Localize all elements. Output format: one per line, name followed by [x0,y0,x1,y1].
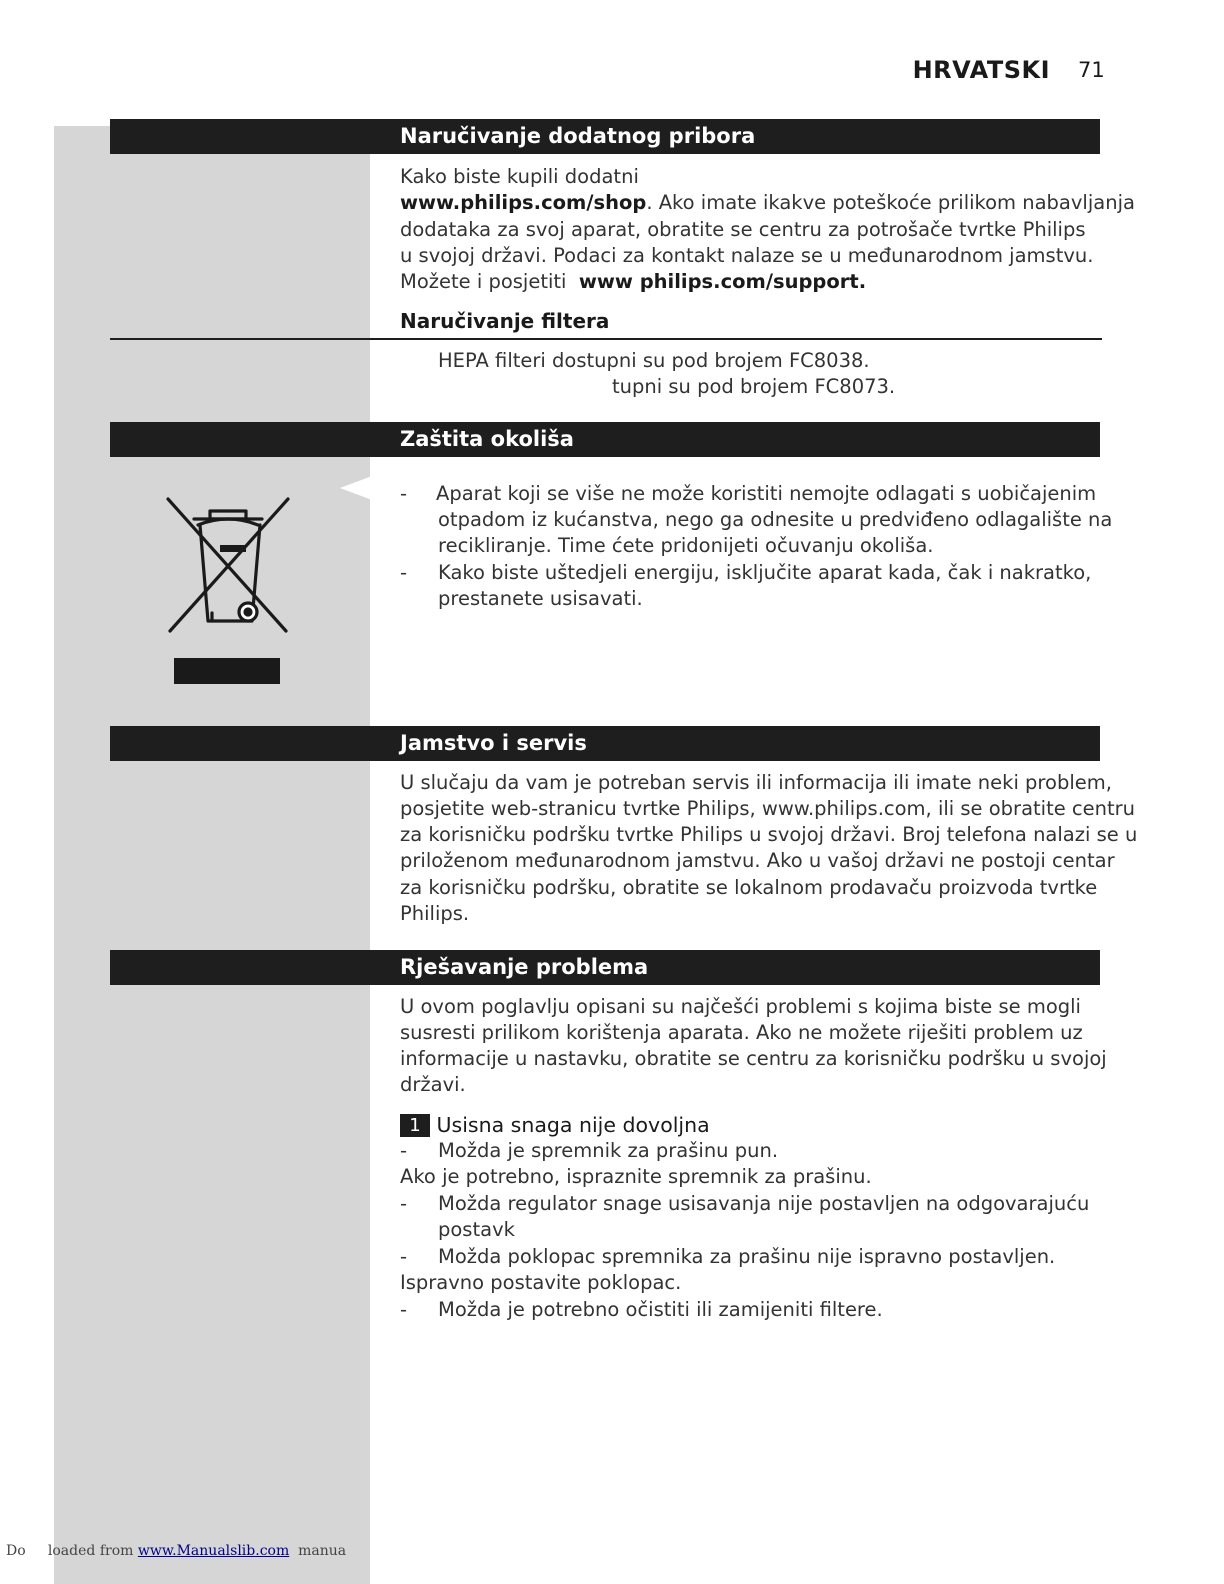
manualslib-link[interactable]: www.Manualslib.com [137,1543,290,1559]
support-link[interactable]: www philips.com/support. [578,270,867,293]
filters-line-1: HEPA filteri dostupni su pod brojem FC8038. [438,349,870,372]
troubleshooting-intro-line: susresti prilikom korištenja aparata. Ako ne možete riješiti problem uz [400,1021,1083,1044]
section-bar-accessories [110,119,1100,154]
warranty-line: za korisničku podršku, obratite se lokalnom prodavaču proizvoda tvrtke [400,876,1098,899]
language-header: HRVATSKI [912,56,1050,84]
env-item-1-line-3: recikliranje. Time ćete pridonijeti očuvanju okoliša. [438,534,934,557]
warranty-line: U slučaju da vam je potreban servis ili informacija ili imate neki problem, [400,771,1112,794]
filters-rule [110,338,1102,340]
troubleshooting-intro-line: U ovom poglavlju opisani su najčešći problemi s kojima biste se mogli [400,995,1081,1018]
section-bar-warranty [110,726,1100,761]
cause-4: Možda je potrebno očistiti ili zamijeniti filtere. [438,1298,883,1321]
env-item-2-line-1: Kako biste uštedjeli energiju, isključite aparat kada, čak i nakratko, [438,561,1092,584]
section-title: Naručivanje dodatnog pribora [400,124,756,148]
crossed-out-bin-icon [160,495,295,690]
env-item-2-line-2: prestanete usisavati. [438,587,643,610]
warranty-line: priloženom međunarodnom jamstvu. Ako u vašoj državi ne postoji centar [400,849,1115,872]
left-gray-margin [54,126,370,1584]
section-title: Jamstvo i servis [400,731,587,755]
cause-3: Možda poklopac spremnika za prašinu nije ispravno postavljen. [438,1245,1056,1268]
accessories-line-3: dodataka za svoj aparat, obratite se centru za potrošače tvrtke Philips [400,218,1086,241]
warranty-line: za korisničku podršku tvrtke Philips u svojoj državi. Broj telefona nalazi se u [400,823,1138,846]
bullet-dash: - [400,1245,408,1268]
accessories-line-5: Možete i posjetiti www philips.com/support. [400,270,867,293]
cause-1: Možda je spremnik za prašinu pun. [438,1139,779,1162]
bullet-dash: - [400,1298,408,1321]
section-bar-environment [110,422,1100,457]
bullet-dash: - [400,1139,408,1162]
shop-link[interactable]: www.philips.com/shop [400,191,647,214]
callout-pointer [340,476,372,500]
problem-heading [400,1112,710,1138]
problem-title: Usisna snaga nije dovoljna [436,1113,710,1137]
cause-2-line-2: postavk [438,1218,515,1241]
accessories-line-4: u svojoj državi. Podaci za kontakt nalaze se u međunarodnom jamstvu. [400,244,1094,267]
bullet-dash: - [400,561,408,584]
filters-line-2: tupni su pod brojem FC8073. [612,375,896,398]
warranty-line: posjetite web-stranicu tvrtke Philips, www.philips.com, ili se obratite centru [400,797,1136,820]
section-title: Zaštita okoliša [400,427,574,451]
accessories-line-1: Kako biste kupili dodatni [400,165,639,188]
bullet-dash: - [400,1192,408,1215]
warranty-line: Philips. [400,902,470,925]
troubleshooting-intro-line: državi. [400,1073,466,1096]
section-title: Rješavanje problema [400,955,649,979]
download-footer: Do loaded from www.Manualslib.com manua [6,1543,347,1559]
fix-1: Ako je potrebno, ispraznite spremnik za prašinu. [400,1165,872,1188]
env-item-1-line-2: otpadom iz kućanstva, nego ga odnesite u predviđeno odlagalište na [438,508,1113,531]
section-bar-troubleshooting [110,950,1100,985]
accessories-line-2: www.philips.com/shop. Ako imate ikakve poteškoće prilikom nabavljanja [400,191,1135,214]
bullet-dash: - [400,482,408,505]
problem-number-badge: 1 [400,1114,430,1137]
fix-3: Ispravno postavite poklopac. [400,1271,682,1294]
troubleshooting-intro-line: informacije u nastavku, obratite se centru za korisničku podršku u svojoj [400,1047,1107,1070]
filters-subheading: Naručivanje filtera [400,309,610,333]
env-item-1-line-1: Aparat koji se više ne može koristiti nemojte odlagati s uobičajenim [436,482,1097,505]
cause-2-line-1: Možda regulator snage usisavanja nije postavljen na odgovarajuću [438,1192,1090,1215]
page-number: 71 [1078,58,1105,82]
